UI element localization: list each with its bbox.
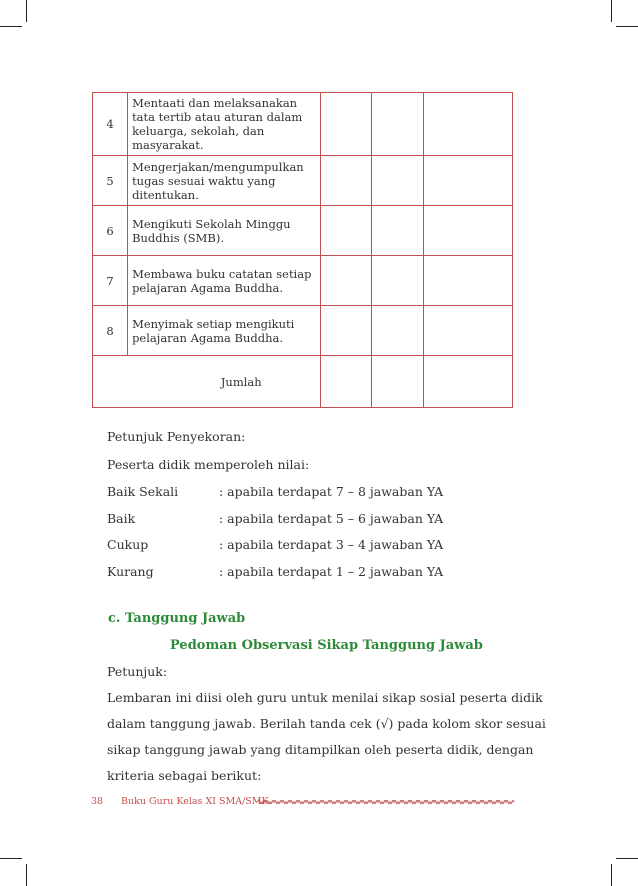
score-cell[interactable] [320,93,371,156]
score-criteria: : apabila terdapat 1 – 2 jawaban YA [219,564,444,579]
score-criteria: : apabila terdapat 3 – 4 jawaban YA [219,537,444,552]
table-row [93,206,513,256]
desc-line: Mengikuti Sekolah Minggu [132,216,291,231]
score-cell[interactable] [371,356,423,408]
paragraph-last-line: kriteria sebagai berikut: [107,768,262,783]
row-description [128,93,320,156]
crop-mark [0,858,22,859]
desc-line: Mentaati dan melaksanakan [132,96,298,110]
paragraph-line: dalam tanggung jawab. Berilah tanda cek (√) pada kolom skor sesuai [107,716,546,731]
score-cell[interactable] [320,206,371,256]
page-number: 38 [91,796,104,807]
score-cell[interactable] [424,93,513,156]
desc-line: Menyimak setiap mengikuti [132,316,295,331]
instruction-label: Petunjuk: [107,664,168,679]
score-cell[interactable] [424,206,513,256]
section-heading: c. Tanggung Jawab [108,611,246,626]
score-cell[interactable] [424,156,513,206]
score-label: Baik Sekali [107,484,179,499]
row-description [128,256,320,306]
score-label: Cukup [107,537,149,552]
crop-mark [616,858,638,859]
crop-mark [26,864,27,886]
score-cell[interactable] [320,156,371,206]
row-number: 6 [93,206,128,256]
desc-line: masyarakat. [132,138,204,152]
book-title: Buku Guru Kelas XI SMA/SMK [121,796,269,807]
scoring-intro: Peserta didik memperoleh nilai: [107,457,310,472]
total-row [93,356,513,408]
scoring-title: Petunjuk Penyekoran: [107,429,246,444]
desc-line: tugas sesuai waktu yang [132,173,276,188]
paragraph-line: Lembaran ini diisi oleh guru untuk menilai sikap sosial peserta didik [107,690,543,705]
section-subheading: Pedoman Observasi Sikap Tanggung Jawab [170,638,483,653]
row-number: 5 [93,156,128,206]
row-number: 7 [93,256,128,306]
score-cell[interactable] [371,93,423,156]
row-number: 8 [93,306,128,356]
crop-mark [616,26,638,27]
score-cell[interactable] [424,306,513,356]
crop-mark [26,0,27,22]
desc-line: pelajaran Agama Buddha. [132,280,284,295]
table-row [93,93,513,156]
desc-line: Buddhis (SMB). [132,230,225,245]
score-cell[interactable] [371,206,423,256]
desc-line: keluarga, sekolah, dan [132,124,265,138]
score-cell[interactable] [371,256,423,306]
row-description [128,306,320,356]
score-criteria: : apabila terdapat 7 – 8 jawaban YA [219,484,444,499]
score-label: Baik [107,511,136,526]
wavy-line-decoration [258,797,516,807]
desc-line: ditentukan. [132,187,199,202]
crop-mark [0,26,22,27]
crop-mark [611,864,612,886]
table-row [93,306,513,356]
row-description [128,156,320,206]
score-label: Kurang [107,564,154,579]
row-description [128,206,320,256]
desc-line: pelajaran Agama Buddha. [132,330,284,345]
table-row [93,156,513,206]
score-criteria: : apabila terdapat 5 – 6 jawaban YA [219,511,444,526]
score-cell[interactable] [320,256,371,306]
score-cell[interactable] [424,356,513,408]
desc-line: tata tertib atau aturan dalam [132,110,303,124]
observation-table [92,92,513,408]
score-cell[interactable] [371,156,423,206]
score-cell[interactable] [320,306,371,356]
score-cell[interactable] [320,356,371,408]
row-number: 4 [93,93,128,156]
desc-line: Mengerjakan/mengumpulkan [132,159,304,174]
paragraph-line: sikap tanggung jawab yang ditampilkan oleh peserta didik, dengan [107,742,534,757]
table-row [93,256,513,306]
total-label: Jumlah [93,356,321,408]
score-cell[interactable] [371,306,423,356]
desc-line: Membawa buku catatan setiap [132,266,312,281]
score-cell[interactable] [424,256,513,306]
crop-mark [611,0,612,22]
